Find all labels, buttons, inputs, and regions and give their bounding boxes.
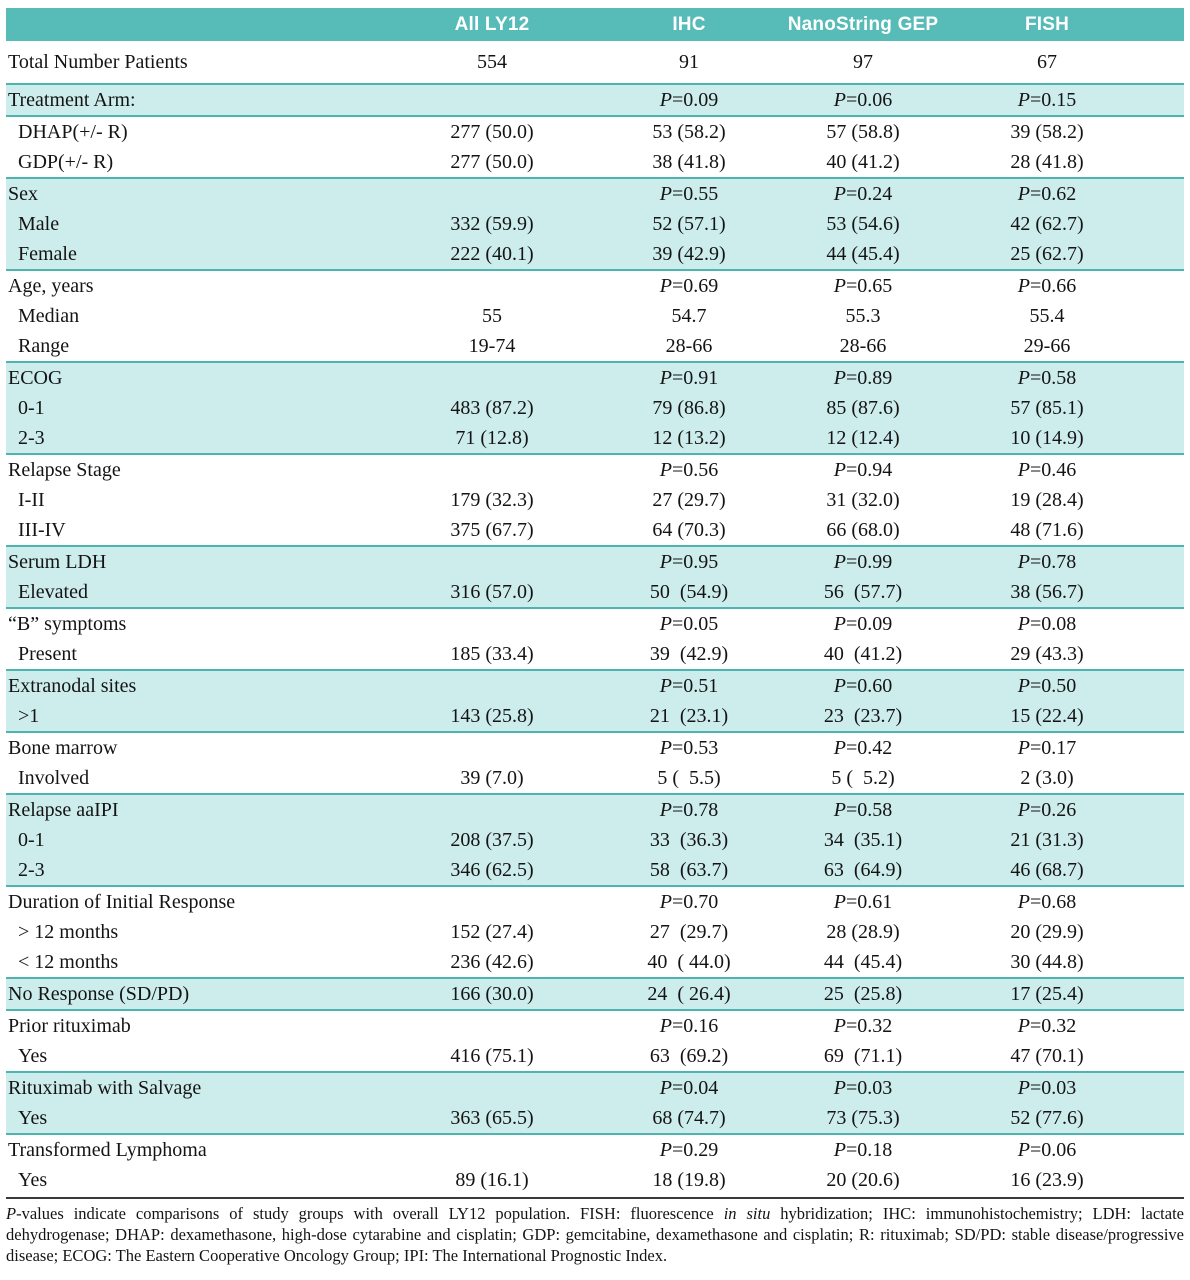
table-cell: P=0.03 [772, 1072, 954, 1103]
p-value-symbol: P [659, 274, 672, 297]
table-row-relapse-aaipi [6, 794, 1184, 825]
p-value-symbol: P [833, 736, 846, 759]
table-cell: P=0.91 [606, 362, 772, 393]
table-cell: P=0.15 [954, 84, 1184, 116]
band-total-number-patients [6, 41, 1184, 84]
table-cell [378, 732, 606, 763]
p-value-symbol: P [1017, 88, 1030, 111]
p-value-symbol: P [1017, 550, 1030, 573]
table-cell: 222 (40.1) [378, 239, 606, 270]
p-value-symbol: P [659, 88, 672, 111]
table-cell [378, 454, 606, 485]
table-cell: 53 (54.6) [772, 209, 954, 239]
row-label: DHAP(+/- R) [6, 116, 378, 147]
table-cell: 57 (85.1) [954, 393, 1184, 423]
row-label: Transformed Lymphoma [6, 1134, 378, 1165]
p-value-symbol: P [1017, 1076, 1030, 1099]
table-row-0-1 [6, 825, 1184, 855]
table-cell: 52 (57.1) [606, 209, 772, 239]
table-cell: 28 (41.8) [1010, 150, 1084, 173]
p-value-symbol: P [659, 458, 672, 481]
table-row-age-years [6, 270, 1184, 301]
p-value-symbol: P [1017, 1138, 1030, 1161]
table-cell: P=0.03 [954, 1072, 1184, 1103]
table-cell: P=0.50 [954, 670, 1184, 701]
table-cell: 44 (45.4) [823, 950, 903, 973]
table-cell: 33 (36.3) [606, 825, 772, 855]
table-cell: 20 (20.6) [826, 1168, 900, 1191]
table-cell: P=0.68 [954, 886, 1184, 917]
header-all-ly12: All LY12 [378, 8, 606, 41]
table-row-1 [6, 701, 1184, 732]
table-row-yes [6, 1103, 1184, 1134]
table-cell [378, 362, 606, 393]
table-row-range [6, 331, 1184, 362]
table-cell: 20 (29.9) [1010, 920, 1084, 943]
table-cell: 2 (3.0) [1020, 766, 1074, 789]
p-value-symbol: P [1017, 458, 1030, 481]
table-cell: 38 (56.7) [954, 577, 1184, 608]
table-cell: P=0.46 [954, 454, 1184, 485]
row-label: Yes [18, 1168, 48, 1191]
table-cell: 64 (70.3) [652, 518, 726, 541]
table-row-female [6, 239, 1184, 270]
footnote-italic-segment: P [6, 1204, 17, 1223]
table-cell: P=0.09 [606, 84, 772, 116]
table-cell: P=0.24 [772, 178, 954, 209]
p-value-symbol: P [833, 1076, 846, 1099]
table-cell: P=0.95 [606, 546, 772, 577]
table-cell: P=0.29 [606, 1134, 772, 1165]
p-value-symbol: P [833, 88, 846, 111]
table-cell [378, 886, 606, 917]
band-dhap-r [6, 116, 1184, 178]
band-no-response-sd-pd [6, 978, 1184, 1010]
table-cell: 18 (19.8) [652, 1168, 726, 1191]
table-cell: 52 (77.6) [954, 1103, 1184, 1134]
patient-characteristics-table [6, 8, 1184, 1195]
row-label: Treatment Arm: [6, 84, 378, 116]
table-cell: 55 [482, 304, 502, 327]
p-value-symbol: P [659, 736, 672, 759]
table-row-i-ii [6, 485, 1184, 515]
table-cell: 56 (57.7) [772, 577, 954, 608]
row-label: Duration of Initial Response [6, 886, 378, 917]
band-serum-ldh [6, 546, 1184, 608]
row-label: No Response (SD/PD) [6, 978, 378, 1010]
table-cell: 28 (28.9) [826, 920, 900, 943]
footnote [6, 1204, 1184, 1267]
table-cell: 17 (25.4) [954, 978, 1184, 1010]
table-cell: 25 (25.8) [772, 978, 954, 1010]
footnote-italic-segment: in situ [723, 1204, 771, 1223]
table-cell: 58 (63.7) [606, 855, 772, 886]
header-label-column [6, 8, 378, 41]
table-cell: P=0.56 [606, 454, 772, 485]
p-value-symbol: P [833, 612, 846, 635]
table-row-2-3 [6, 855, 1184, 886]
table-row-total-number-patients [6, 41, 1184, 84]
table-cell: 277 (50.0) [450, 150, 534, 173]
table-row-yes [6, 1041, 1184, 1072]
table-cell: 54.7 [671, 304, 707, 327]
header-fish: FISH [954, 8, 1184, 41]
table-cell: 30 (44.8) [1010, 950, 1084, 973]
table-cell: P=0.55 [606, 178, 772, 209]
table-cell: 23 (23.7) [772, 701, 954, 732]
table-cell: 97 [853, 50, 873, 73]
table-row-dhap-r [6, 116, 1184, 147]
p-value-symbol: P [659, 674, 672, 697]
table-row-iii-iv [6, 515, 1184, 546]
table-cell: 53 (58.2) [606, 116, 772, 147]
table-cell: 67 [1037, 50, 1057, 73]
table-cell: 15 (22.4) [954, 701, 1184, 732]
table-cell: 236 (42.6) [450, 950, 534, 973]
row-label: Range [18, 334, 70, 357]
table-cell: 44 (45.4) [772, 239, 954, 270]
table-row-b-symptoms [6, 608, 1184, 639]
table-cell: 40 ( 44.0) [647, 950, 731, 973]
footnote-divider [6, 1197, 1184, 1199]
row-label: Male [6, 209, 378, 239]
table-cell: 46 (68.7) [954, 855, 1184, 886]
table-row-extranodal-sites [6, 670, 1184, 701]
p-value-symbol: P [1017, 674, 1030, 697]
row-label: >1 [6, 701, 378, 732]
table-cell: P=0.32 [954, 1010, 1184, 1041]
table-cell: 39 (58.2) [954, 116, 1184, 147]
table-cell: P=0.51 [606, 670, 772, 701]
row-label: Yes [18, 1044, 48, 1067]
p-value-symbol: P [833, 890, 846, 913]
p-value-symbol: P [659, 890, 672, 913]
row-label: I-II [18, 488, 45, 511]
p-value-symbol: P [1017, 366, 1030, 389]
table-cell: 39 (42.9) [649, 642, 729, 665]
table-row-male [6, 209, 1184, 239]
table-cell: 332 (59.9) [378, 209, 606, 239]
row-label: < 12 months [18, 950, 119, 973]
table-header [6, 8, 1184, 41]
band-b-symptoms [6, 608, 1184, 670]
table-cell: 34 (35.1) [772, 825, 954, 855]
table-cell: 5 ( 5.2) [831, 766, 895, 789]
table-cell [378, 608, 606, 639]
p-value-symbol: P [1017, 274, 1030, 297]
table-cell: 24 ( 26.4) [606, 978, 772, 1010]
table-cell: 185 (33.4) [450, 642, 534, 665]
table-cell: P=0.99 [772, 546, 954, 577]
table-cell: 27 (29.7) [652, 488, 726, 511]
row-label: Relapse aaIPI [6, 794, 378, 825]
p-value-symbol: P [833, 366, 846, 389]
table-cell: 55.4 [1029, 304, 1065, 327]
table-cell: 363 (65.5) [378, 1103, 606, 1134]
p-value-symbol: P [1017, 612, 1030, 635]
table-cell: 29 (43.3) [1010, 642, 1084, 665]
row-label: Extranodal sites [6, 670, 378, 701]
table-cell: 12 (13.2) [606, 423, 772, 454]
table-cell: 40 (41.2) [823, 642, 903, 665]
table-cell: 166 (30.0) [378, 978, 606, 1010]
row-label: Serum LDH [6, 546, 378, 577]
table-cell: 10 (14.9) [954, 423, 1184, 454]
table-cell: P=0.26 [954, 794, 1184, 825]
header-row [6, 8, 1184, 41]
band-rituximab-with-salvage [6, 1072, 1184, 1134]
table-cell: P=0.09 [772, 608, 954, 639]
row-label: GDP(+/- R) [18, 150, 114, 173]
table-cell: P=0.18 [772, 1134, 954, 1165]
table-cell: 39 (7.0) [460, 766, 524, 789]
table-cell: 57 (58.8) [772, 116, 954, 147]
table-row-2-3 [6, 423, 1184, 454]
p-value-symbol: P [833, 182, 846, 205]
row-label: Involved [18, 766, 90, 789]
row-label: Prior rituximab [6, 1010, 378, 1041]
table-cell: P=0.53 [606, 732, 772, 763]
table-cell [378, 1134, 606, 1165]
table-cell: P=0.58 [772, 794, 954, 825]
table-cell: 85 (87.6) [772, 393, 954, 423]
table-cell: 25 (62.7) [954, 239, 1184, 270]
row-label: Sex [6, 178, 378, 209]
table-cell: P=0.16 [606, 1010, 772, 1041]
table-row-elevated [6, 577, 1184, 608]
table-cell: P=0.89 [772, 362, 954, 393]
p-value-symbol: P [833, 798, 846, 821]
table-cell: 40 (41.2) [826, 150, 900, 173]
p-value-symbol: P [833, 458, 846, 481]
table-row-treatment-arm [6, 84, 1184, 116]
table-cell: 277 (50.0) [378, 116, 606, 147]
p-value-symbol: P [1017, 798, 1030, 821]
table-row-prior-rituximab [6, 1010, 1184, 1041]
table-cell: P=0.69 [606, 270, 772, 301]
table-row-serum-ldh [6, 546, 1184, 577]
table-row-involved [6, 763, 1184, 794]
table-row-relapse-stage [6, 454, 1184, 485]
table-row-rituximab-with-salvage [6, 1072, 1184, 1103]
table-cell: 375 (67.7) [450, 518, 534, 541]
table-cell: P=0.78 [954, 546, 1184, 577]
table-cell: 5 ( 5.5) [657, 766, 721, 789]
table-cell: 346 (62.5) [378, 855, 606, 886]
table-cell: P=0.08 [954, 608, 1184, 639]
table-cell: P=0.17 [954, 732, 1184, 763]
table-cell: 483 (87.2) [378, 393, 606, 423]
table-cell: 16 (23.9) [1010, 1168, 1084, 1191]
table-cell: 143 (25.8) [378, 701, 606, 732]
table-cell [378, 794, 606, 825]
table-cell: P=0.32 [772, 1010, 954, 1041]
table-cell: P=0.06 [954, 1134, 1184, 1165]
p-value-symbol: P [659, 182, 672, 205]
table-cell [378, 1072, 606, 1103]
table-cell: 63 (69.2) [649, 1044, 729, 1067]
table-cell: 208 (37.5) [378, 825, 606, 855]
table-row-duration-of-initial-response [6, 886, 1184, 917]
band-extranodal-sites [6, 670, 1184, 732]
band-relapse-stage [6, 454, 1184, 546]
p-value-symbol: P [659, 1014, 672, 1037]
table-cell: 21 (31.3) [954, 825, 1184, 855]
table-cell: 38 (41.8) [652, 150, 726, 173]
band-age-years [6, 270, 1184, 362]
row-label: Median [18, 304, 80, 327]
table-cell: 12 (12.4) [772, 423, 954, 454]
table-row-12-months [6, 947, 1184, 978]
row-label: Rituximab with Salvage [6, 1072, 378, 1103]
p-value-symbol: P [659, 1138, 672, 1161]
row-label: Elevated [6, 577, 378, 608]
table-cell [378, 178, 606, 209]
p-value-symbol: P [659, 612, 672, 635]
band-bone-marrow [6, 732, 1184, 794]
table-row-yes [6, 1165, 1184, 1195]
p-value-symbol: P [659, 550, 672, 573]
table-cell: 316 (57.0) [378, 577, 606, 608]
table-row-sex [6, 178, 1184, 209]
p-value-symbol: P [1017, 1014, 1030, 1037]
table-cell: 50 (54.9) [606, 577, 772, 608]
table-cell: 48 (71.6) [1010, 518, 1084, 541]
row-label: 0-1 [6, 825, 378, 855]
table-cell [378, 270, 606, 301]
table-cell: 554 [477, 50, 507, 73]
table-row-ecog [6, 362, 1184, 393]
table-cell: 21 (23.1) [606, 701, 772, 732]
table-cell: P=0.66 [954, 270, 1184, 301]
table-cell: 69 (71.1) [823, 1044, 903, 1067]
table-cell: 28-66 [665, 334, 713, 357]
footnote-segment: -values indicate comparisons of study groups with overall LY12 population. FISH: fluorescence [16, 1204, 724, 1223]
band-relapse-aaipi [6, 794, 1184, 886]
footnote-segment: hybridization; IHC: immunohistochemistry; LDH: lactate dehydrogenase; DHAP: dexamethasone, high-dose cytarabine and cisplatin; GDP: gemcitabine, dexamethasone and cisplatin; R: rituximab; SD/PD: stable disease/progressive disease; ECOG: The Eastern Cooperative Oncology Group; IPI: The International Prognostic Index. [6, 1204, 1184, 1265]
p-value-symbol: P [833, 550, 846, 573]
table-cell: P=0.62 [954, 178, 1184, 209]
table-cell: P=0.61 [772, 886, 954, 917]
header-nanostring-gep: NanoString GEP [772, 8, 954, 41]
row-label: Relapse Stage [6, 454, 378, 485]
p-value-symbol: P [833, 674, 846, 697]
band-duration-of-initial-response [6, 886, 1184, 978]
table-cell: P=0.78 [606, 794, 772, 825]
row-label: Present [18, 642, 77, 665]
row-label: ECOG [6, 362, 378, 393]
table-cell: 42 (62.7) [954, 209, 1184, 239]
row-label: “B” symptoms [6, 608, 378, 639]
table-cell: 39 (42.9) [606, 239, 772, 270]
band-prior-rituximab [6, 1010, 1184, 1072]
table-cell: 55.3 [845, 304, 881, 327]
p-value-symbol: P [659, 798, 672, 821]
table-cell: P=0.94 [772, 454, 954, 485]
band-transformed-lymphoma [6, 1134, 1184, 1195]
p-value-symbol: P [833, 274, 846, 297]
row-label: Bone marrow [6, 732, 378, 763]
p-value-symbol: P [833, 1014, 846, 1037]
row-label: Female [6, 239, 378, 270]
p-value-symbol: P [833, 1138, 846, 1161]
table-cell: P=0.70 [606, 886, 772, 917]
row-label: 2-3 [6, 855, 378, 886]
table-cell: 68 (74.7) [606, 1103, 772, 1134]
p-value-symbol: P [659, 1076, 672, 1099]
table-row-present [6, 639, 1184, 670]
table-cell: 66 (68.0) [826, 518, 900, 541]
table-cell [378, 546, 606, 577]
table-cell [378, 84, 606, 116]
row-label: > 12 months [18, 920, 119, 943]
table-row-transformed-lymphoma [6, 1134, 1184, 1165]
header-ihc: IHC [606, 8, 772, 41]
table-row-12-months [6, 917, 1184, 947]
table-row-0-1 [6, 393, 1184, 423]
band-ecog [6, 362, 1184, 454]
row-label: Total Number Patients [8, 50, 188, 73]
band-treatment-arm [6, 84, 1184, 116]
table-cell [378, 670, 606, 701]
table-cell: 152 (27.4) [450, 920, 534, 943]
table-cell [378, 1010, 606, 1041]
table-cell: 19-74 [468, 334, 516, 357]
band-sex [6, 178, 1184, 270]
table-cell: 79 (86.8) [606, 393, 772, 423]
table-cell: 19 (28.4) [1010, 488, 1084, 511]
table-row-no-response-sd-pd [6, 978, 1184, 1010]
table-cell: 71 (12.8) [378, 423, 606, 454]
table-cell: P=0.58 [954, 362, 1184, 393]
table-cell: 91 [679, 50, 699, 73]
table-cell: 27 (29.7) [649, 920, 729, 943]
table-cell: P=0.05 [606, 608, 772, 639]
row-label: 2-3 [6, 423, 378, 454]
table-cell: 31 (32.0) [826, 488, 900, 511]
table-cell: 47 (70.1) [1010, 1044, 1084, 1067]
table-cell: 89 (16.1) [455, 1168, 529, 1191]
row-label: III-IV [18, 518, 66, 541]
p-value-symbol: P [1017, 182, 1030, 205]
table-row-bone-marrow [6, 732, 1184, 763]
row-label: Age, years [6, 270, 378, 301]
table-cell: 416 (75.1) [450, 1044, 534, 1067]
table-cell: 73 (75.3) [772, 1103, 954, 1134]
table-cell: 29-66 [1023, 334, 1071, 357]
table-row-median [6, 301, 1184, 331]
table-cell: 179 (32.3) [450, 488, 534, 511]
table-cell: P=0.04 [606, 1072, 772, 1103]
p-value-symbol: P [1017, 890, 1030, 913]
table-cell: 63 (64.9) [772, 855, 954, 886]
table-row-gdp-r [6, 147, 1184, 178]
p-value-symbol: P [1017, 736, 1030, 759]
p-value-symbol: P [659, 366, 672, 389]
table-cell: P=0.42 [772, 732, 954, 763]
table-cell: P=0.65 [772, 270, 954, 301]
row-label: Yes [6, 1103, 378, 1134]
table-cell: 28-66 [839, 334, 887, 357]
table-cell: P=0.60 [772, 670, 954, 701]
row-label: 0-1 [6, 393, 378, 423]
table-cell: P=0.06 [772, 84, 954, 116]
